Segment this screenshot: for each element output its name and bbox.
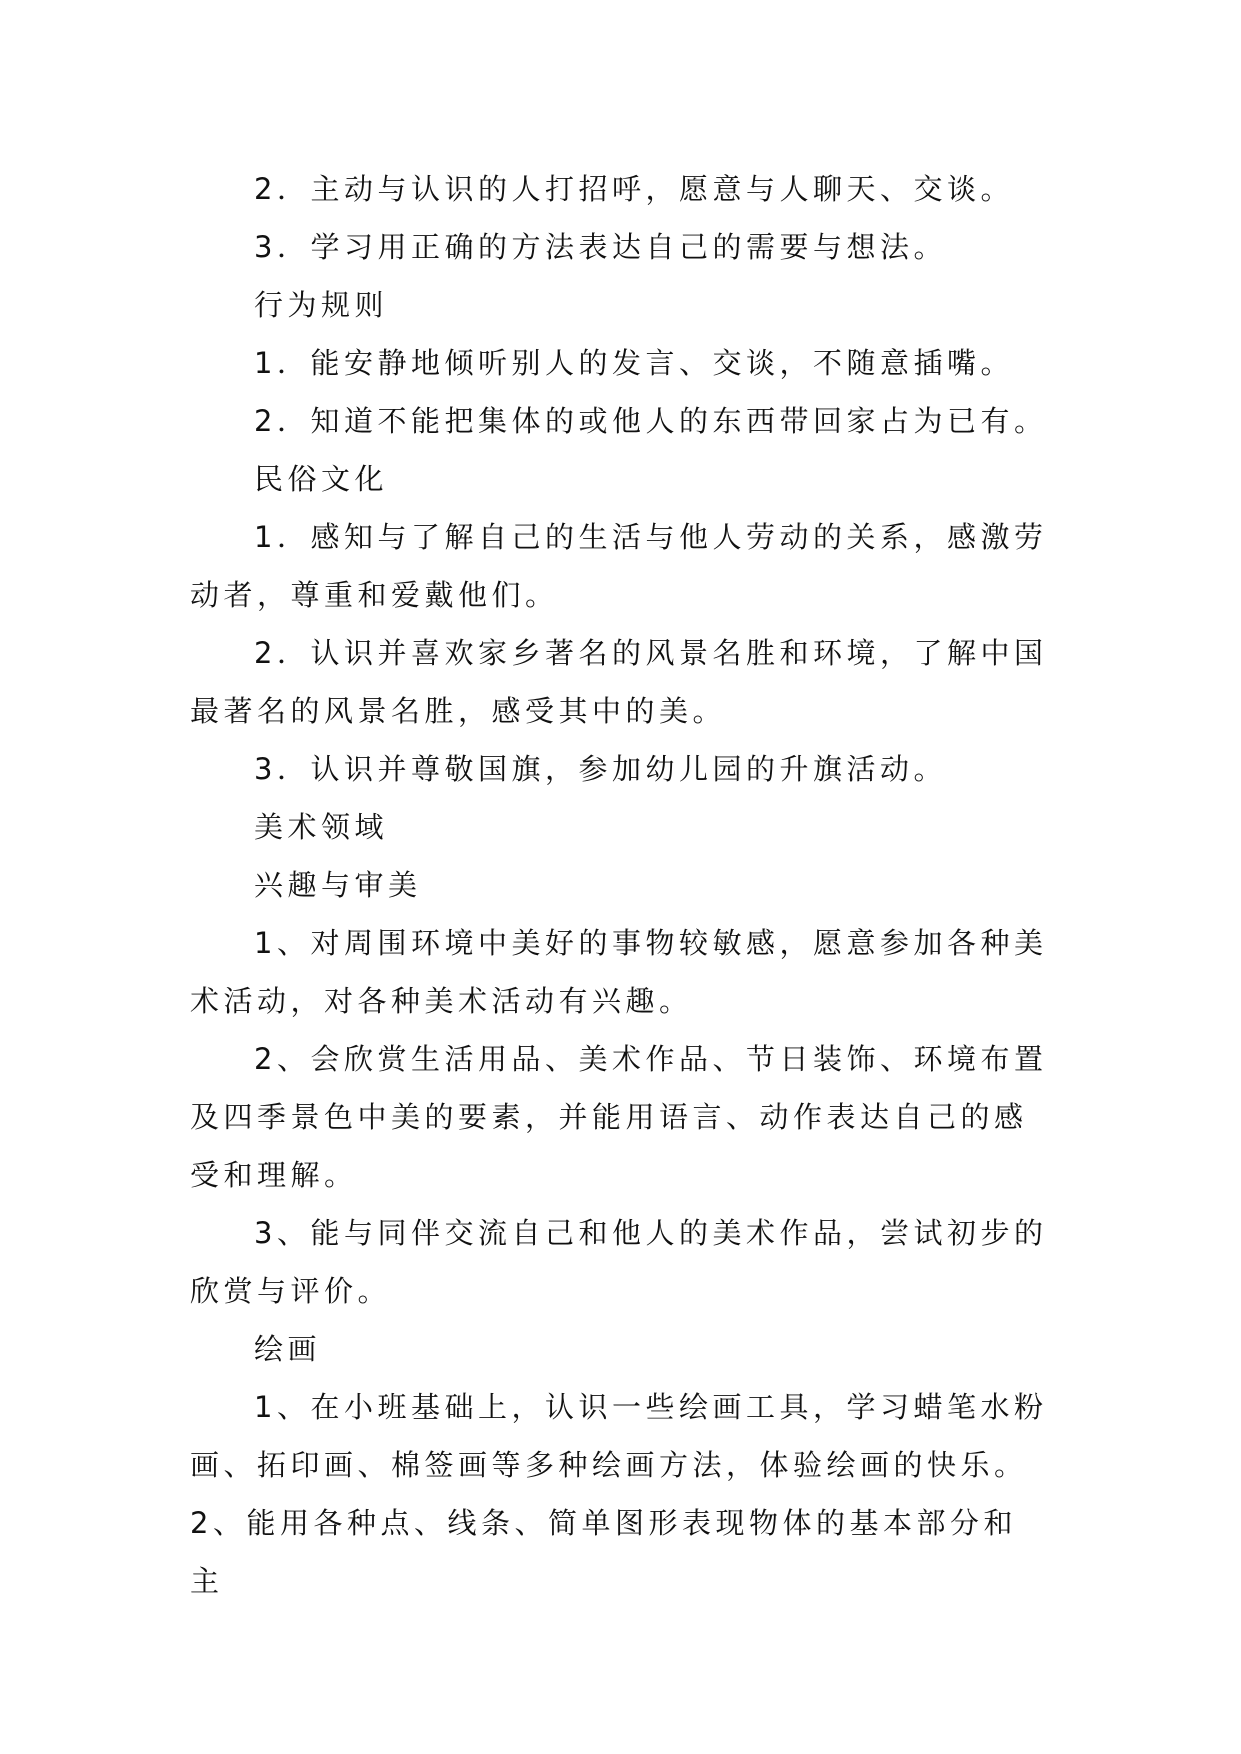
list-item: 2．认识并喜欢家乡著名的风景名胜和环境，了解中国最著名的风景名胜，感受其中的美。 <box>190 636 1048 728</box>
list-item: 1．能安静地倾听别人的发言、交谈，不随意插嘴。 <box>254 346 1014 380</box>
document-body <box>190 160 1050 1610</box>
section-heading: 行为规则 <box>254 288 389 322</box>
list-item: 2、会欣赏生活用品、美术作品、节日装饰、环境布置及四季景色中美的要素，并能用语言、动作表达自己的感受和理解。 <box>190 1042 1048 1192</box>
subsection-heading: 绘画 <box>254 1332 322 1366</box>
list-item: 2．主动与认识的人打招呼，愿意与人聊天、交谈。 <box>254 172 1014 206</box>
list-item: 2．知道不能把集体的或他人的东西带回家占为已有。 <box>254 404 1048 438</box>
list-item: 3．学习用正确的方法表达自己的需要与想法。 <box>254 230 947 264</box>
list-item: 1、在小班基础上，认识一些绘画工具，学习蜡笔水粉画、拓印画、棉签画等多种绘画方法，体验绘画的快乐。 <box>190 1390 1048 1482</box>
list-item: 3、能与同伴交流自己和他人的美术作品，尝试初步的欣赏与评价。 <box>190 1216 1048 1308</box>
subsection-heading: 兴趣与审美 <box>254 868 422 902</box>
list-item: 3．认识并尊敬国旗，参加幼儿园的升旗活动。 <box>254 752 947 786</box>
section-heading: 民俗文化 <box>254 462 389 496</box>
list-item: 1、对周围环境中美好的事物较敏感，愿意参加各种美术活动，对各种美术活动有兴趣。 <box>190 926 1048 1018</box>
list-item: 1．感知与了解自己的生活与他人劳动的关系，感激劳动者，尊重和爱戴他们。 <box>190 520 1048 612</box>
section-heading: 美术领域 <box>254 810 389 844</box>
list-item: 2、能用各种点、线条、简单图形表现物体的基本部分和主 <box>190 1506 1017 1598</box>
